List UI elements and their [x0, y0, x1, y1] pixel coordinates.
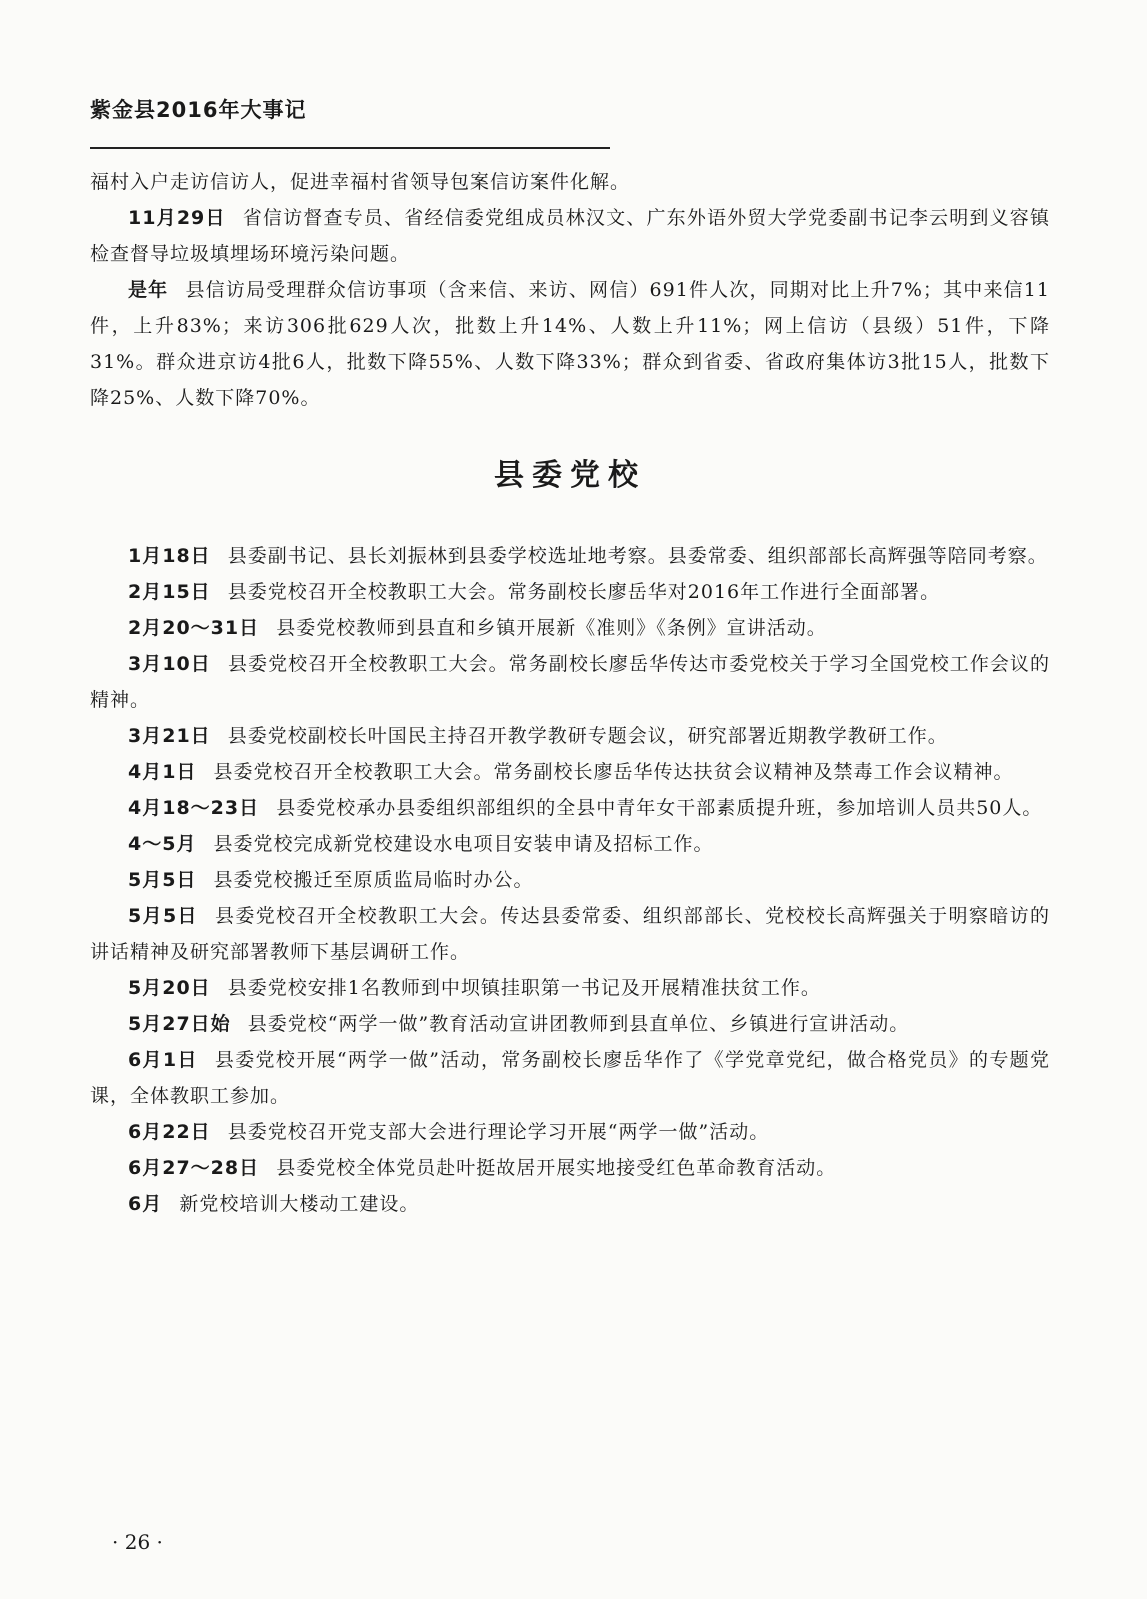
entry-paragraph: [90, 790, 1050, 826]
entry-paragraph: [90, 754, 1050, 790]
entry-paragraph: [90, 1006, 1050, 1042]
entry-text: 县委党校召开全校教职工大会。传达县委常委、组织部部长、党校校长高辉强关于明察暗访的讲话精神及研究部署教师下基层调研工作。: [90, 905, 1050, 963]
entry-text: 县委党校召开全校教职工大会。常务副校长廖岳华传达扶贫会议精神及禁毒工作会议精神。: [213, 761, 1014, 783]
entry-date: 11月29日: [128, 207, 226, 229]
entry-date: 是年: [128, 279, 169, 301]
entry-text: 县委党校召开党支部大会进行理论学习开展“两学一做”活动。: [227, 1121, 770, 1143]
entry-date: 5月20日: [128, 977, 211, 999]
entry-text: 县委党校完成新党校建设水电项目安装申请及招标工作。: [213, 833, 714, 855]
entry-text: 县委党校召开全校教职工大会。常务副校长廖岳华对2016年工作进行全面部署。: [227, 581, 941, 603]
entry-date: 6月27～28日: [128, 1157, 260, 1179]
entry-paragraph: [90, 574, 1050, 610]
entry-date: 5月5日: [128, 869, 197, 891]
entry-text: 县委党校教师到县直和乡镇开展新《准则》《条例》宣讲活动。: [276, 617, 827, 639]
entry-date: 2月15日: [128, 581, 211, 603]
entry-paragraph: [90, 538, 1050, 574]
entry-date: 6月: [128, 1193, 163, 1215]
entry-date: 1月18日: [128, 545, 211, 567]
entry-date: 5月5日: [128, 905, 198, 927]
entry-text: 县委党校承办县委组织部组织的全县中青年女干部素质提升班，参加培训人员共50人。: [276, 797, 1043, 819]
entry-text: 县信访局受理群众信访事项（含来信、来访、网信）691件人次，同期对比上升7%；其中来信11件，上升83%；来访306批629人次，批数上升14%、人数上升11%；网上信访（县级）51件，下降31%。群众进京访4批6人，批数下降55%、人数下降33%；群众到省委、省政府集体访3批15人，批数下降25%、人数下降70%。: [90, 279, 1050, 409]
entry-date: 4～5月: [128, 833, 197, 855]
entry-text: 县委党校副校长叶国民主持召开教学教研专题会议，研究部署近期教学教研工作。: [227, 725, 948, 747]
entry-text: 省信访督查专员、省经信委党组成员林汉文、广东外语外贸大学党委副书记李云明到义容镇检查督导垃圾填埋场环境污染问题。: [90, 207, 1050, 265]
entry-paragraph: [90, 718, 1050, 754]
page-number: · 26 ·: [112, 1530, 163, 1554]
entry-paragraph: [90, 272, 1050, 416]
entry-date: 2月20～31日: [128, 617, 260, 639]
entry-text: 县委党校“两学一做”教育活动宣讲团教师到县直单位、乡镇进行宣讲活动。: [247, 1013, 910, 1035]
entry-date: 3月10日: [128, 653, 211, 675]
entry-date: 3月21日: [128, 725, 211, 747]
running-head-title: 紫金县2016年大事记: [90, 98, 307, 122]
entry-date: 6月22日: [128, 1121, 211, 1143]
entry-paragraph: [90, 862, 1050, 898]
entry-text: 县委党校召开全校教职工大会。常务副校长廖岳华传达市委党校关于学习全国党校工作会议的精神。: [90, 653, 1050, 711]
entry-paragraph: [90, 1186, 1050, 1222]
entry-text: 县委党校搬迁至原质监局临时办公。: [213, 869, 534, 891]
entry-date: 4月18～23日: [128, 797, 260, 819]
entry-text: 县委党校安排1名教师到中坝镇挂职第一书记及开展精准扶贫工作。: [227, 977, 821, 999]
entry-paragraph: [90, 1150, 1050, 1186]
header-rule: [90, 147, 610, 149]
entry-text: 新党校培训大楼动工建设。: [179, 1193, 420, 1215]
entry-paragraph: [90, 898, 1050, 970]
entry-date: 6月1日: [128, 1049, 198, 1071]
entry-date: 4月1日: [128, 761, 197, 783]
entry-paragraph: [90, 610, 1050, 646]
entry-paragraph: [90, 1114, 1050, 1150]
section-entries: [90, 538, 1050, 1222]
entry-date: 5月27日始: [128, 1013, 231, 1035]
continuation-paragraph: 福村入户走访信访人，促进幸福村省领导包案信访案件化解。: [90, 171, 631, 193]
intro-entries: [90, 200, 1050, 416]
entry-paragraph: [90, 200, 1050, 272]
section-title: 县委党校: [494, 458, 646, 493]
entry-paragraph: [90, 970, 1050, 1006]
entry-text: 县委党校开展“两学一做”活动，常务副校长廖岳华作了《学党章党纪，做合格党员》的专题党课，全体教职工参加。: [90, 1049, 1050, 1107]
entry-text: 县委副书记、县长刘振林到县委学校选址地考察。县委常委、组织部部长高辉强等陪同考察。: [227, 545, 1048, 567]
entry-paragraph: [90, 826, 1050, 862]
main-content: [90, 164, 1050, 1222]
entry-paragraph: [90, 1042, 1050, 1114]
entry-text: 县委党校全体党员赴叶挺故居开展实地接受红色革命教育活动。: [276, 1157, 837, 1179]
entry-paragraph: [90, 646, 1050, 718]
